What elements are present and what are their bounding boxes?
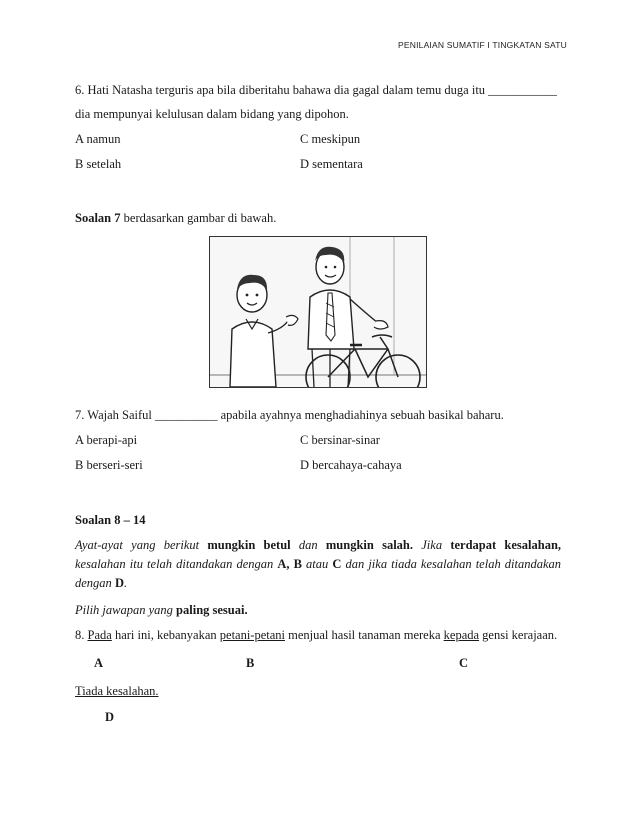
q8-label-a: A [94, 656, 104, 670]
instr-text-3: Jika [421, 538, 443, 552]
instr-bold-4: A, B [277, 557, 302, 571]
q7-stem: 7. Wajah Saiful __________ apabila ayahnya menghadiahinya sebuah basikal baharu. [75, 408, 504, 422]
q7-option-c: C bersinar-sinar [300, 433, 380, 447]
instr-bold-1: mungkin betul [207, 538, 291, 552]
q8-label-c: C [459, 656, 469, 670]
pick-instruction [75, 603, 248, 618]
q7-illustration [209, 236, 427, 388]
instr-text-2: dan [298, 538, 318, 552]
q7-option-a: A berapi-api [75, 433, 138, 447]
q6-option-b: B setelah [75, 157, 122, 171]
q8-text-2: menjual hasil tanaman mereka [285, 628, 444, 642]
q8-underlined-c: kepada [443, 628, 480, 642]
q6-option-a: A namun [75, 132, 121, 146]
q7-option-b: B berseri-seri [75, 458, 143, 472]
q8-underlined-a: Pada [87, 628, 112, 642]
q6-stem-line1: 6. Hati Natasha terguris apa bila diberitahu bahawa dia gagal dalam temu duga itu ___________ [75, 83, 557, 97]
q6-option-c: C meskipun [300, 132, 361, 146]
q8-text-1: hari ini, kebanyakan [111, 628, 220, 642]
instr-text-4: kesalahan itu telah ditandakan dengan [75, 557, 274, 571]
q8-label-d: D [105, 710, 115, 724]
q8-text-3: gensi kerajaan. [479, 628, 558, 642]
q7-intro-text: berdasarkan gambar di bawah. [120, 211, 277, 225]
q6-stem-line2: dia mempunyai kelulusan dalam bidang yang dipohon. [75, 107, 349, 121]
instr-bold-3: terdapat kesalahan, [450, 538, 562, 552]
instr-text-6: dan jika tiada kesalahan telah ditandakan dengan [75, 557, 562, 590]
boy-figure [230, 275, 298, 387]
q7-intro-label: Soalan 7 [75, 211, 121, 225]
pick-bold: paling sesuai. [176, 603, 248, 617]
q7-option-d: D bercahaya-cahaya [300, 458, 402, 472]
instr-bold-6: D [114, 576, 124, 590]
instr-bold-2: mungkin salah. [325, 538, 413, 552]
q8-number: 8. [75, 628, 88, 642]
q8-option-none: Tiada kesalahan. [75, 684, 159, 698]
instr-text-1: Ayat-ayat yang berikut [75, 538, 200, 552]
pick-text: Pilih jawapan yang [75, 603, 173, 617]
instr-text-7: . [123, 576, 128, 590]
instr-bold-5: C [332, 557, 342, 571]
q8-underlined-b: petani-petani [219, 628, 286, 642]
q8-label-b: B [246, 656, 255, 670]
q8-stem [75, 628, 557, 643]
q7-intro [75, 211, 276, 226]
q6-option-d: D sementara [300, 157, 363, 171]
section-instructions [75, 536, 561, 593]
father-son-bicycle-image [210, 237, 426, 387]
instr-text-5: atau [306, 557, 329, 571]
page-header: PENILAIAN SUMATIF I TINGKATAN SATU [398, 40, 567, 50]
section-title: Soalan 8 – 14 [75, 513, 146, 527]
